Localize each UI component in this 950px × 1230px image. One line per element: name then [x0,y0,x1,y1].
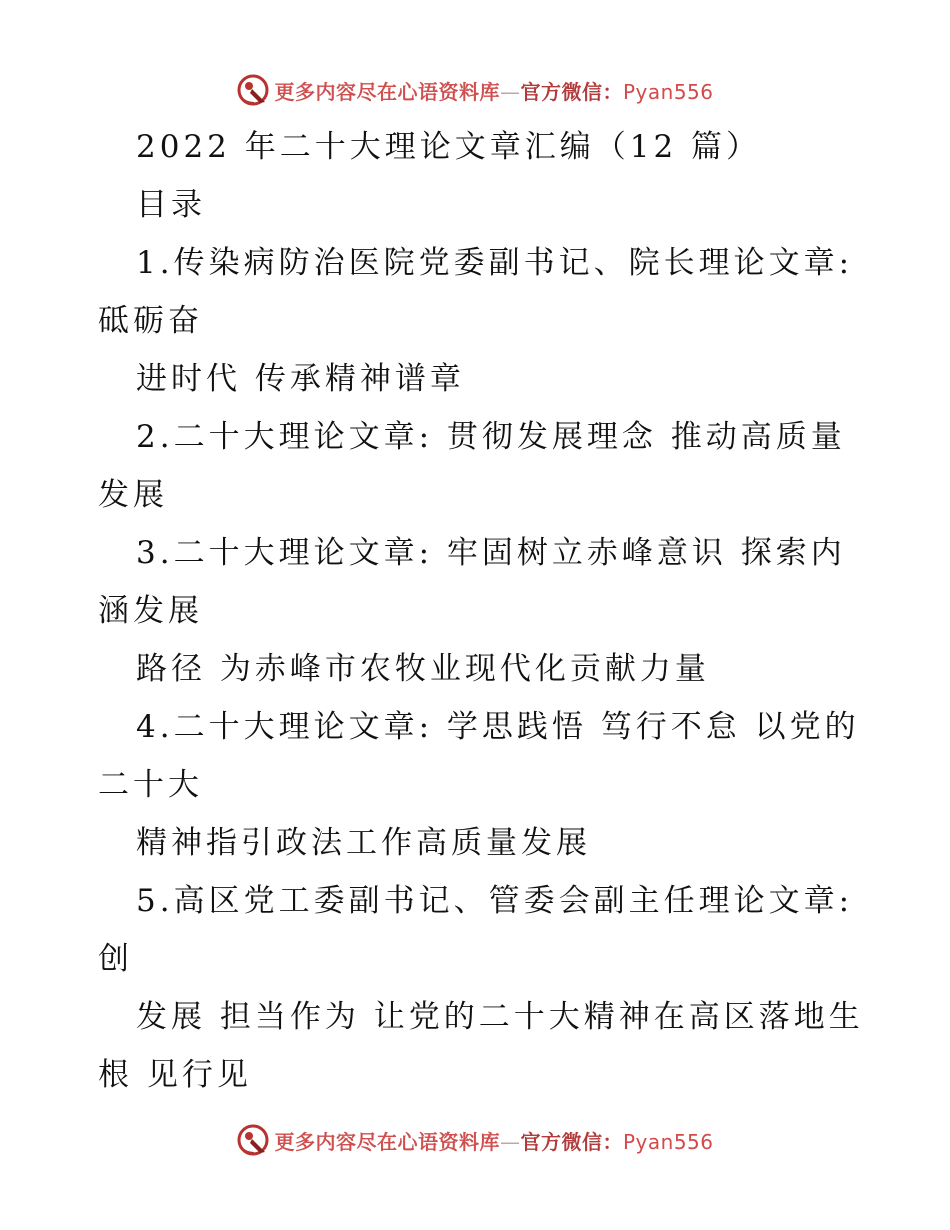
toc-line: 3.二十大理论文章: 牢固树立赤峰意识 探索内 [136,535,846,571]
toc-line: 涵发展 [98,593,203,629]
toc-line: 1.传染病防治医院党委副书记、院长理论文章: [136,245,854,281]
toc-line: 精神指引政法工作高质量发展 [136,825,591,861]
toc-line: 创 [98,941,133,977]
toc-line: 5.高区党工委副书记、管委会副主任理论文章: [136,883,854,919]
pen-nib-logo-icon [236,73,270,107]
header-banner-wechat-id: Pyan556 [622,79,714,104]
footer-banner [0,1118,950,1162]
toc-line: 二十大 [98,767,203,803]
toc-line: 发展 担当作为 让党的二十大精神在高区落地生 [136,999,864,1035]
header-banner-separator: — [499,79,521,104]
header-banner-wechat-label: 官方微信： [520,79,623,104]
toc-line: 路径 为赤峰市农牧业现代化贡献力量 [136,651,710,687]
footer-banner-text [274,1126,713,1155]
toc-heading: 目录 [136,187,206,223]
footer-banner-separator: — [499,1129,521,1154]
toc-line: 4.二十大理论文章: 学思践悟 笃行不怠 以党的 [136,709,860,745]
footer-banner-main: 更多内容尽在心语资料库 [274,1129,500,1154]
toc-line: 根 见行见 [98,1057,252,1093]
document-content [98,118,864,1104]
header-banner-main: 更多内容尽在心语资料库 [274,79,500,104]
footer-banner-wechat-label: 官方微信： [520,1129,623,1154]
toc-line: 2.二十大理论文章: 贯彻发展理念 推动高质量 [136,419,846,455]
footer-banner-wechat-id: Pyan556 [622,1129,714,1154]
toc-line: 发展 [98,477,168,513]
toc-list [98,234,864,1104]
header-banner [0,68,950,112]
toc-line: 进时代 传承精神谱章 [136,361,465,397]
toc-line: 砥砺奋 [98,303,203,339]
document-title: 2022 年二十大理论文章汇编（12 篇） [136,129,762,165]
pen-nib-logo-icon [236,1123,270,1157]
header-banner-text [274,76,713,105]
